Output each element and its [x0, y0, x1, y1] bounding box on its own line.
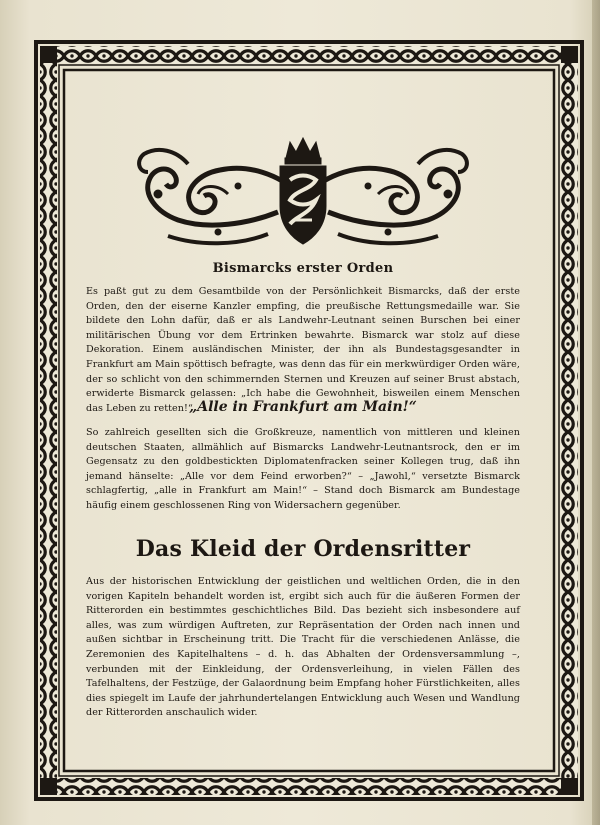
section-title-frankfurt: „Alle in Frankfurt am Main!“: [189, 399, 417, 415]
crowned-monogram-icon: [128, 134, 478, 252]
border-right-band: [561, 46, 578, 795]
section-title-first-order: Bismarcks erster Orden: [212, 261, 394, 276]
paragraph-first-order: Es paßt gut zu dem Gesamtbilde von der Persönlichkeit Bismarcks, daß der erste Orden, den der eiserne Kanzler empfing, die preußische Rettungsmedaille war. Sie bildete den Lohn dafür, daß er als Landwehr-Leutnant seinen Burschen bei einer militärischen Übung vor dem Ertrinken bewahrte. Bismarck war stolz auf diese Dekoration. Einem ausländischen Minister, der ihn als Bundestagsgesandter in Frankfurt am Main spöttisch befragte, was denn das für ein merkwürdiger Orden wäre, der so schlicht von den schimmernden Sternen und Kreuzen auf seiner Brust abstach, erwiderte Bismarck gelassen: „Ich habe die Gewohnheit, bisweilen einem Menschen das Leben zu retten!“: [86, 286, 520, 414]
paragraph-frankfurt: So zahlreich gesellten sich die Großkreuze, namentlich von mittleren und kleinen deutschen Staaten, allmählich auf Bismarcks Landwehr-Leutnantsrock, den er im Gegensatz zu den goldbestickten Diplomatenfracken seiner Kollegen trug, daß ihn jemand hänselte: „Alle vor dem Feind erworben?“ – „Jawohl,“ versetzte Bismarck schlagfertig, „alle in Frankfurt am Main!“ – Stand doch Bismarck am Bundestage häufig einem geschlossenen Ring von Widersachern gegenüber.: [86, 427, 520, 511]
border-left-band: [40, 46, 57, 795]
chapter-title: Das Kleid der Ordensritter: [135, 536, 471, 562]
page-content: [86, 118, 520, 718]
paragraph-order-dress: Aus der historischen Entwicklung der geistlichen und weltlichen Orden, die in den vorigen Kapiteln behandelt worden ist, ergibt sich auch für die äußeren Formen der Ritterorden ein bestimmtes geschichtliches Bild. Das bezieht sich insbesondere auf alles, was zum würdigen Auftreten, zur Repräsentation der Orden nach innen und außen sichtbar in Erscheinung tritt. Die Tracht für die verschiedenen Anlässe, die Zeremonien des Kapitelhaltens – d. h. das Abhalten der Ordensversammlung –, verbunden mit der Einkleidung, der Ordensverleihung, in vielen Fällen des Tafelhaltens, der Festzüge, der Galaordnung beim Empfang hoher Fürstlichkeiten, alles dies spiegelt im Laufe der jahrhundertelangen Entwicklung auch Wesen und Wandlung der Ritterorden anschaulich wider.: [86, 576, 520, 719]
border-top-band: [40, 46, 578, 63]
border-bottom-band: [40, 778, 578, 795]
